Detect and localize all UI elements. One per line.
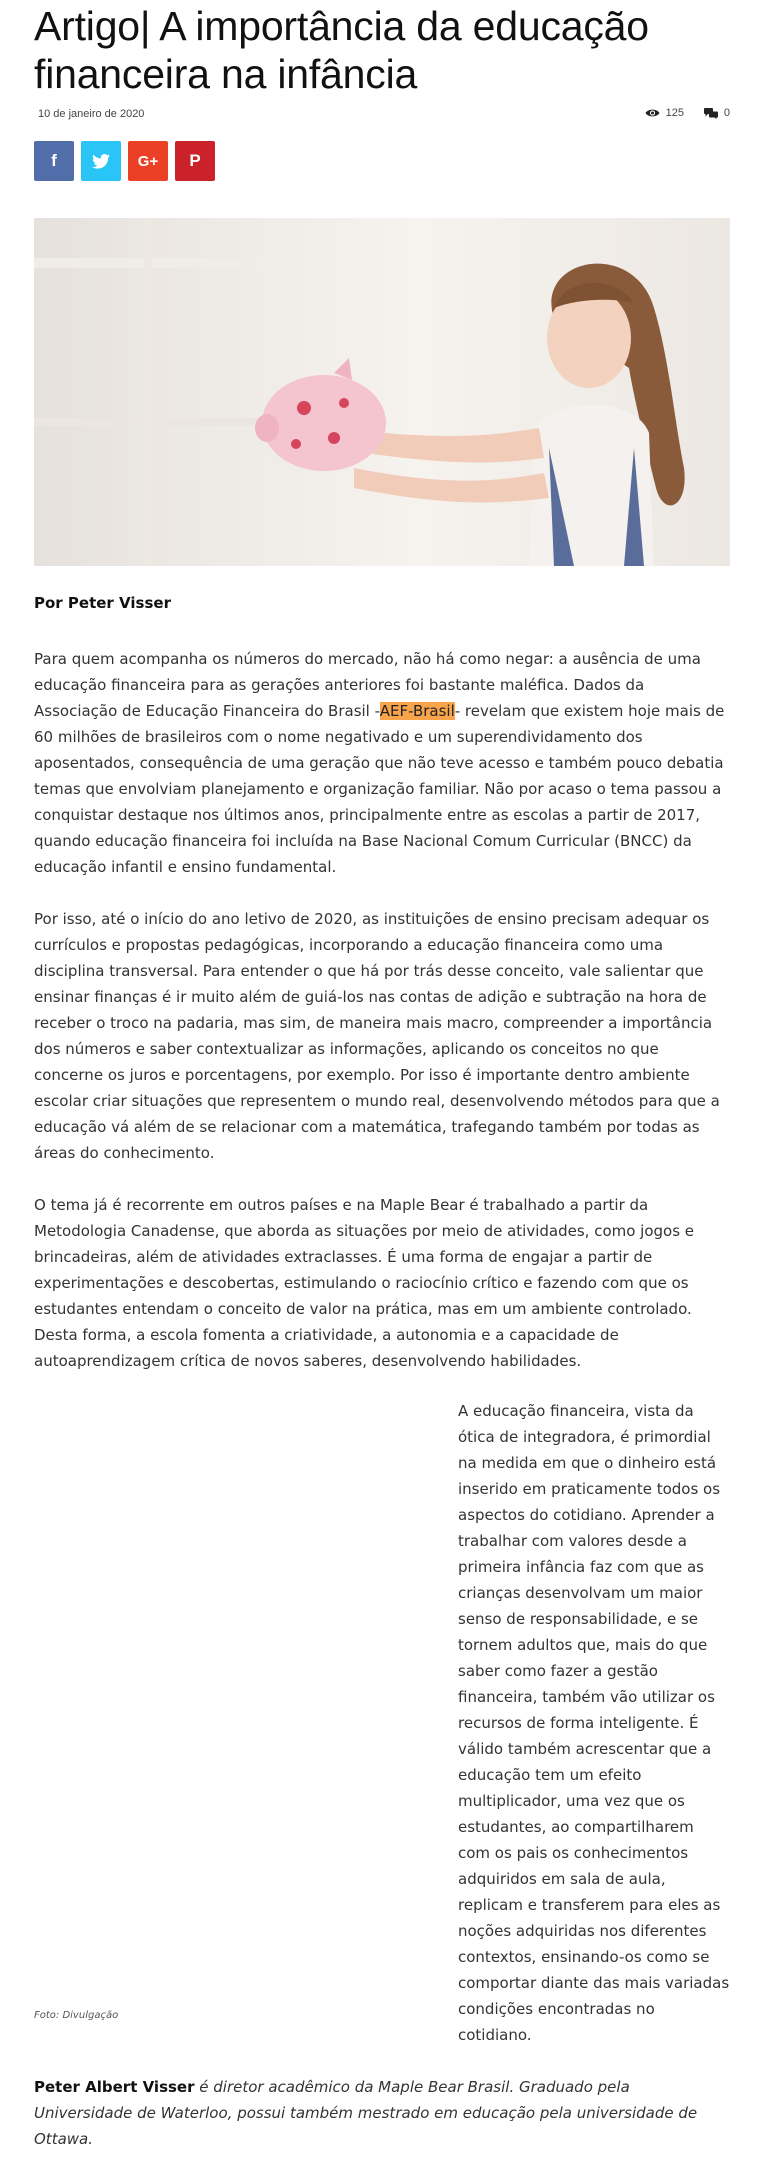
photo-caption: Foto: Divulgação: [34, 2010, 119, 2021]
pinterest-share-button[interactable]: [175, 141, 215, 181]
paragraph-4: A educação financeira, vista da ótica de integradora, é primordial na medida em que o dinheiro está inserido em praticamente todos os aspectos do cotidiano. Aprender a trabalhar com valores desde a primeira infância faz com que as crianças desenvolvam um maior senso de responsabilidade, e se tornem adultos que, mais do que saber como fazer a gestão financeira, também vão utilizar os recursos de forma inteligente. É válido também acrescentar que a educação tem um efeito multiplicador, uma vez que os estudantes, ao compartilharem com os pais os conhecimentos adquiridos em sala de aula, replicam e transferem para eles as noções adquiridas nos diferentes contextos, ensinando-os como se comportar diante das mais variadas condições encontradas no cotidiano.: [458, 1402, 730, 2044]
comments-icon: [704, 108, 718, 119]
facebook-share-button[interactable]: [34, 141, 74, 181]
comments-count: 0: [723, 107, 730, 119]
paragraph-1-text-a: Para quem acompanha os números do mercado, não há como negar: a ausência de uma educação financeira para as gerações anteriores foi bastante maléfica. Dados da Associação de Educação Financeira do Brasil -: [34, 650, 701, 720]
girl-with-piggy-bank-photo: [34, 218, 730, 566]
share-buttons: [34, 141, 215, 181]
article-meta: [34, 108, 730, 124]
facebook-icon: f: [51, 151, 57, 170]
paragraph-2: Por isso, até o início do ano letivo de 2020, as instituições de ensino precisam adequar os currículos e propostas pedagógicas, incorporando a educação financeira como uma disciplina transversal. Para entender o que há por trás desse conceito, vale salientar que ensinar finanças é ir muito além de guiá-los nas contas de adição e subtração na hora de receber o troco na padaria, mas sim, de maneira mais macro, compreender a importância dos números e saber contextualizar as informações, aplicando os conceitos no que concerne os juros e porcentagens, por exemplo. Por isso é importante dentro ambiente escolar criar situações que representem o mundo real, desenvolvendo métodos para que a educação vá além de se relacionar com a matemática, trafegando também por todas as áreas do conhecimento.: [34, 910, 720, 1162]
comments-counter[interactable]: [704, 107, 730, 119]
author-bio-text: é diretor acadêmico da Maple Bear Brasil. Graduado pela Universidade de Waterloo, possui também mestrado em educação pela universidade de Ottawa.: [34, 2078, 698, 2148]
article-title: Artigo| A importância da educação financeira na infância: [34, 3, 649, 97]
author-bio: [34, 2074, 730, 2152]
paragraph-3: O tema já é recorrente em outros países e na Maple Bear é trabalhado a partir da Metodologia Canadense, que aborda as situações por meio de atividades, como jogos e brincadeiras, além de atividades extraclasses. É uma forma de engajar a partir de experimentações e descobertas, estimulando o raciocínio crítico e fazendo com que os estudantes entendam o conceito de valor na prática, mas em um ambiente controlado. Desta forma, a escola fomenta a criatividade, a autonomia e a capacidade de autoaprendizagem crítica de novos saberes, desenvolvendo habilidades.: [34, 1196, 695, 1370]
google-plus-share-button[interactable]: [128, 141, 168, 181]
google-plus-icon: G+: [137, 152, 159, 170]
author-name: Peter Albert Visser: [34, 2078, 195, 2096]
eye-icon: [645, 108, 660, 118]
twitter-share-button[interactable]: [81, 141, 121, 181]
author-byline: Por Peter Visser: [34, 594, 171, 612]
paragraph-1: [34, 646, 730, 880]
twitter-bird-icon: [92, 154, 110, 169]
hero-image: [34, 218, 730, 566]
aef-brasil-link[interactable]: AEF-Brasil: [379, 702, 455, 720]
views-count: 125: [665, 107, 684, 119]
views-counter: [645, 107, 684, 119]
publish-date: 10 de janeiro de 2020: [38, 108, 145, 120]
paragraph-1-text-b: - revelam que existem hoje mais de 60 milhões de brasileiros com o nome negativado e um superendividamento dos aposentados, consequência de uma geração que não teve acesso e também pouco debatia temas que envolviam planejamento e organização familiar. Não por acaso o tema passou a conquistar destaque nos últimos anos, principalmente entre as escolas a partir de 2017, quando educação financeira foi incluída na Base Nacional Comum Curricular (BNCC) da educação infantil e ensino fundamental.: [34, 702, 725, 876]
pinterest-icon: P: [189, 151, 201, 170]
